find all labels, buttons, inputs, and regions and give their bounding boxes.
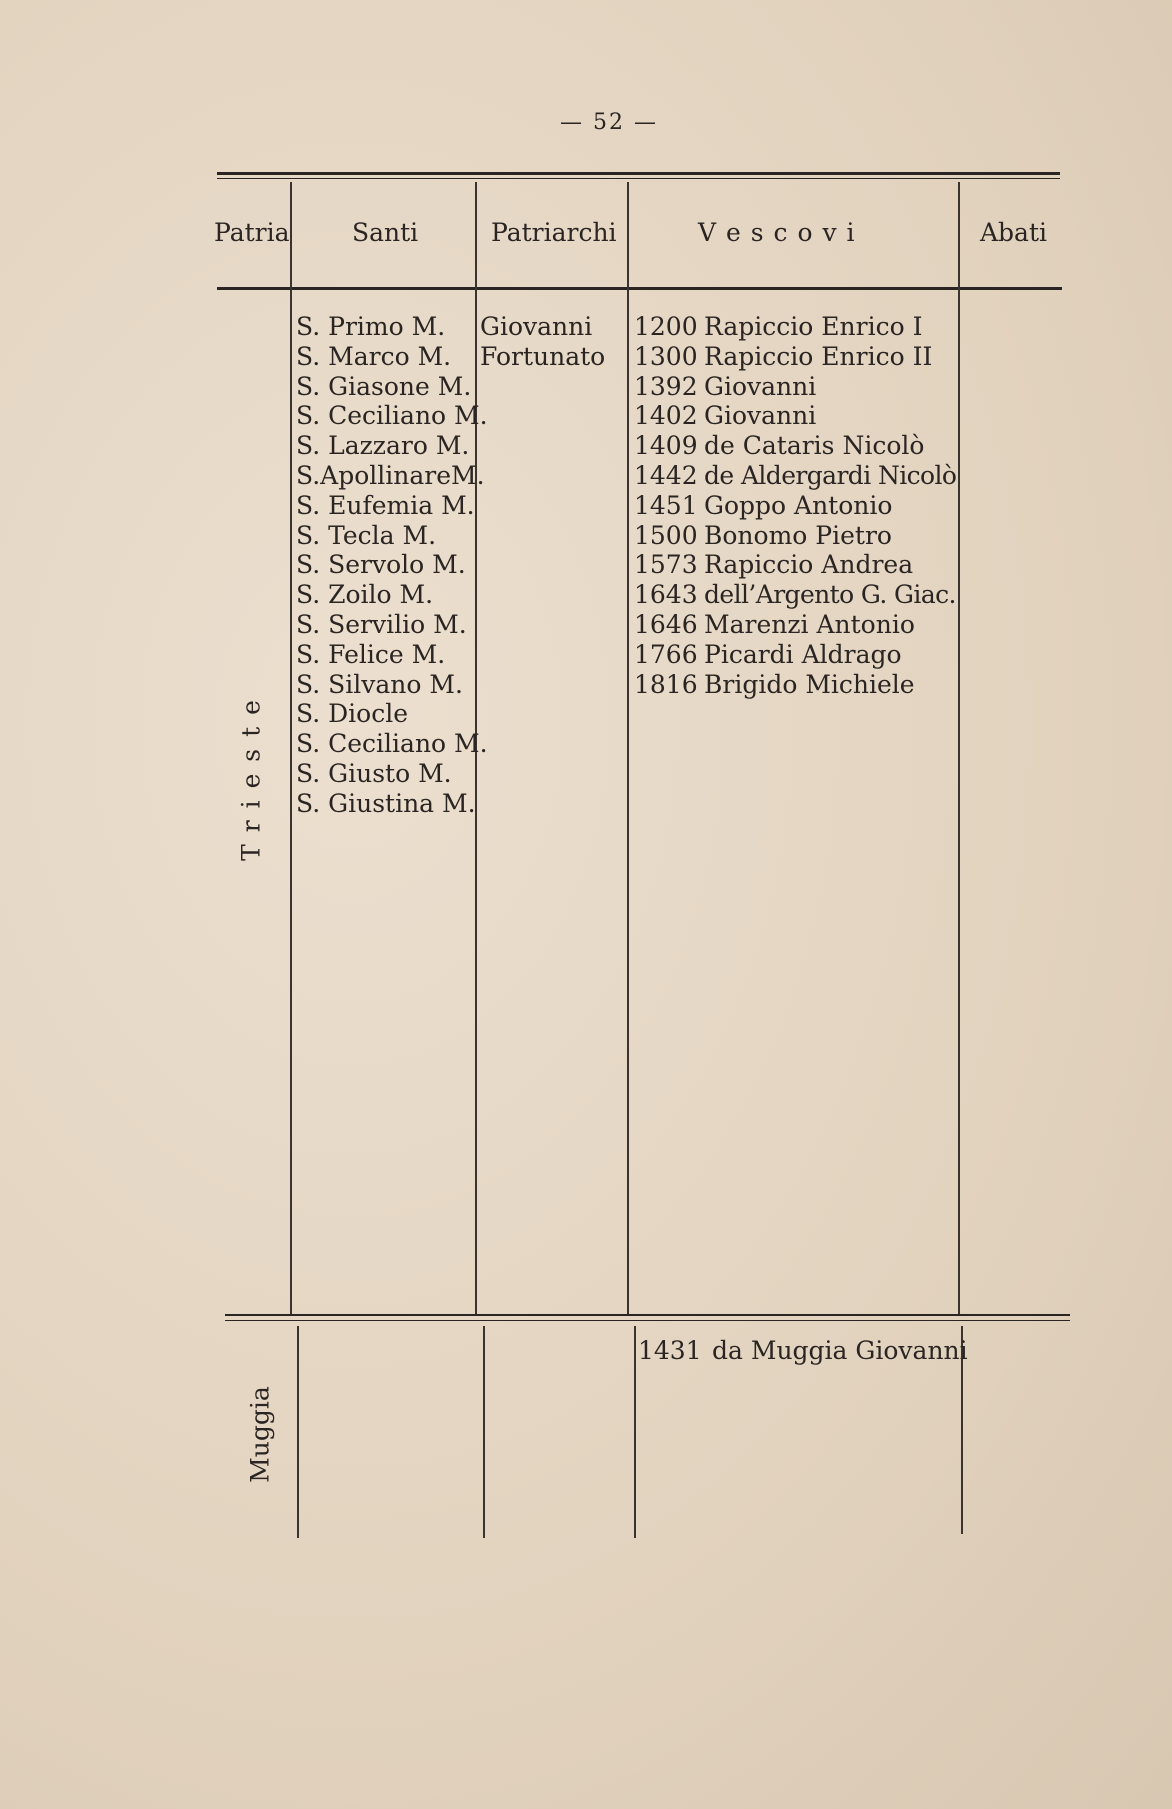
- santo-item: S. Giasone M.: [296, 371, 472, 401]
- santo-item: S. Ceciliano M.: [296, 729, 488, 759]
- vescovo-year: 1573: [634, 550, 698, 580]
- header-abati: Abati: [980, 218, 1048, 247]
- vescovo-name: Brigido Michiele: [704, 669, 915, 699]
- header-patria: Patria: [214, 218, 290, 247]
- vescovo-row: [634, 401, 956, 431]
- santo-item: S. Giusto M.: [296, 758, 452, 788]
- vescovo-row: [634, 640, 956, 670]
- place-muggia: Muggia: [245, 1386, 275, 1483]
- top-rule-thin: [217, 178, 1060, 179]
- patriarchi-list: [480, 312, 605, 372]
- santo-item: S. Zoilo M.: [296, 580, 434, 610]
- vescovo-name: Picardi Aldrago: [704, 639, 902, 669]
- vescovo-year: 1816: [634, 669, 698, 699]
- vescovo-row: [634, 550, 956, 580]
- header-vescovi: V e s c o v i: [698, 218, 856, 247]
- header-santi: Santi: [352, 218, 419, 247]
- santo-item: S. Ceciliano M.: [296, 401, 488, 431]
- santo-item: S. Servolo M.: [296, 550, 466, 580]
- vescovo-name: Bonomo Pietro: [704, 520, 892, 550]
- vescovo-row: [634, 521, 956, 551]
- santo-item: S.ApollinareM.: [296, 460, 485, 490]
- col-sep-3-muggia: [634, 1326, 636, 1538]
- santo-item: S. Felice M.: [296, 639, 446, 669]
- col-sep-1-muggia: [297, 1326, 299, 1538]
- patriarca-item: Fortunato: [480, 341, 606, 371]
- place-trieste: T r i e s t e: [236, 698, 266, 861]
- vescovo-name: dell’Argento G. Giac.: [704, 580, 956, 610]
- vescovo-name: da Muggia Giovanni: [712, 1336, 968, 1365]
- vescovo-year: 1200: [634, 312, 698, 341]
- page-number: — 52 —: [560, 110, 658, 135]
- vescovo-row: [634, 491, 956, 521]
- vescovo-year: 1300: [634, 341, 698, 371]
- santo-item: S. Servilio M.: [296, 609, 467, 639]
- patriarca-item: Giovanni: [480, 312, 593, 341]
- santo-item: S. Giustina M.: [296, 788, 476, 818]
- section-rule-thin: [225, 1320, 1070, 1321]
- vescovo-row: [634, 580, 956, 610]
- santo-item: S. Diocle: [296, 699, 409, 729]
- vescovo-name: Rapiccio Andrea: [704, 550, 914, 580]
- santo-item: S. Tecla M.: [296, 520, 437, 550]
- santo-item: S. Eufemia M.: [296, 490, 475, 520]
- vescovo-name: Giovanni: [704, 401, 817, 431]
- vescovo-row: [634, 312, 956, 342]
- vescovi-list: [634, 312, 956, 699]
- vescovo-year: 1500: [634, 520, 698, 550]
- vescovo-year: 1402: [634, 401, 698, 431]
- vescovo-name: Goppo Antonio: [704, 490, 893, 520]
- vescovo-year: 1451: [634, 490, 698, 520]
- vescovo-name: Marenzi Antonio: [704, 609, 915, 639]
- vescovo-row: [634, 342, 956, 372]
- muggia-vescovi-list: [638, 1336, 968, 1366]
- santo-item: S. Marco M.: [296, 341, 452, 371]
- vescovo-year: 1766: [634, 639, 698, 669]
- vescovo-year: 1646: [634, 609, 698, 639]
- top-rule-thick: [217, 172, 1060, 175]
- col-sep-2-muggia: [483, 1326, 485, 1538]
- santo-item: S. Silvano M.: [296, 669, 463, 699]
- col-sep-4: [958, 182, 960, 1314]
- santo-item: S. Lazzaro M.: [296, 431, 470, 461]
- col-sep-3: [627, 182, 629, 1314]
- vescovo-row: [638, 1336, 968, 1366]
- vescovo-year: 1392: [634, 371, 698, 401]
- header-bottom-rule: [217, 287, 1062, 290]
- vescovo-name: de Cataris Nicolò: [704, 431, 925, 461]
- santo-item: S. Primo M.: [296, 312, 446, 341]
- vescovo-year: 1409: [634, 431, 698, 461]
- vescovo-year: 1431: [638, 1336, 702, 1365]
- section-rule-thick: [225, 1314, 1070, 1316]
- vescovo-year: 1442: [634, 460, 698, 490]
- vescovo-row: [634, 431, 956, 461]
- vescovo-name: de Aldergardi Nicolò: [704, 460, 957, 490]
- vescovo-row: [634, 670, 956, 700]
- header-patriarchi: Patriarchi: [491, 218, 617, 247]
- vescovo-name: Rapiccio Enrico II: [704, 341, 933, 371]
- vescovo-row: [634, 372, 956, 402]
- vescovo-name: Rapiccio Enrico I: [704, 312, 923, 341]
- vescovo-name: Giovanni: [704, 371, 817, 401]
- vescovo-row: [634, 610, 956, 640]
- vescovo-year: 1643: [634, 580, 698, 610]
- vescovo-row: [634, 461, 956, 491]
- santi-list: [296, 312, 488, 819]
- col-sep-1: [290, 182, 292, 1314]
